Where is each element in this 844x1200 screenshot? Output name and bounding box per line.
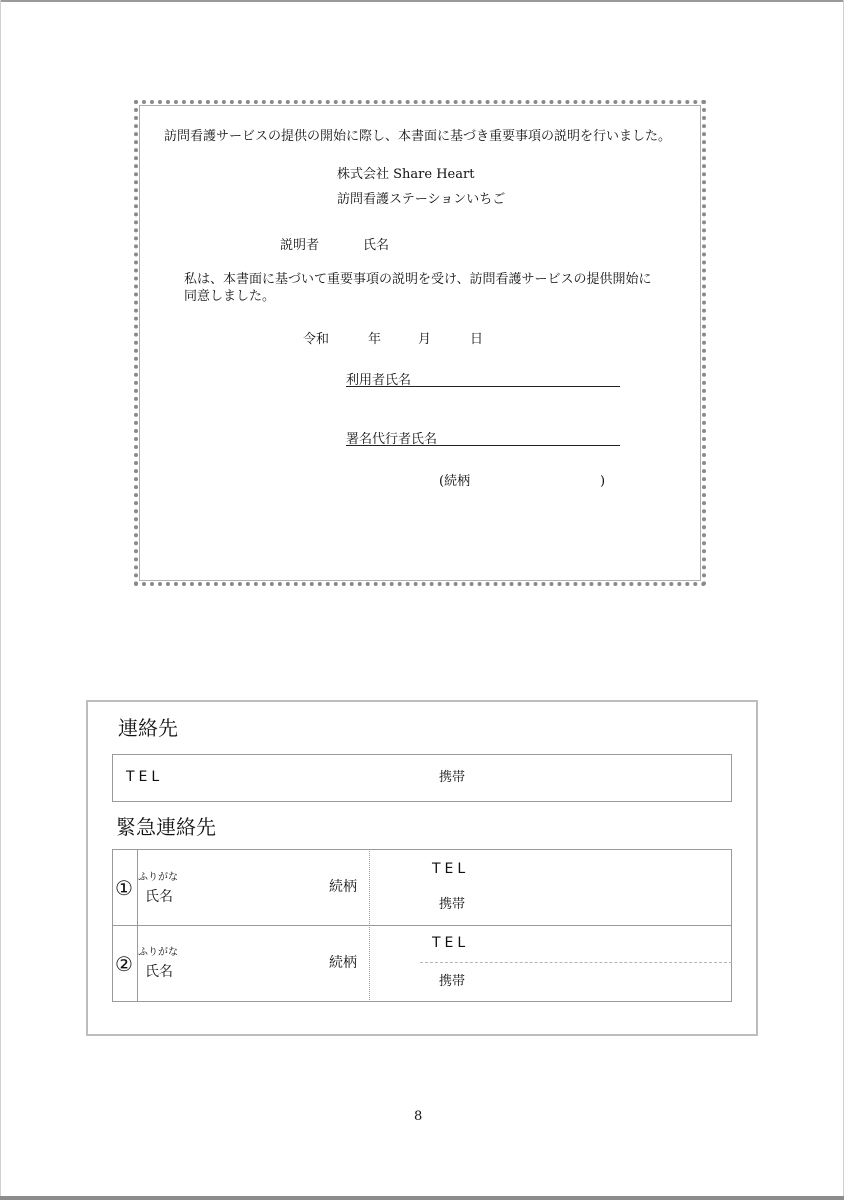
- user-name-field[interactable]: [346, 386, 620, 387]
- row-2-tel-label: TEL: [432, 935, 470, 951]
- row-2-relation-label: 続柄: [329, 955, 357, 971]
- contact-mobile-label: 携帯: [439, 770, 466, 785]
- contact-tel-label: TEL: [126, 769, 164, 785]
- proxy-name-field[interactable]: [346, 445, 620, 446]
- row-1-number: ①: [115, 876, 133, 900]
- row-2-name-label: 氏名: [145, 964, 173, 980]
- emergency-row-divider: [112, 925, 732, 926]
- relation-close: ): [600, 474, 606, 489]
- agreement-line-1: 私は、本書面に基づいて重要事項の説明を受け、訪問看護サービスの提供開始に: [184, 272, 652, 287]
- row-1-relation-label: 続柄: [329, 879, 357, 895]
- company-name: 株式会社 Share Heart: [337, 167, 475, 182]
- relation-column-divider: [369, 849, 370, 1002]
- date-year: 年: [368, 332, 382, 347]
- contact-table[interactable]: [112, 754, 732, 802]
- row-1-name-label: 氏名: [145, 889, 173, 905]
- page-bottom-edge: [0, 1196, 844, 1200]
- row-2-number: ②: [115, 952, 133, 976]
- date-era: 令和: [303, 332, 330, 347]
- agreement-line-2: 同意しました。: [184, 289, 276, 304]
- row-1-tel-label: TEL: [432, 861, 470, 877]
- page-number: 8: [414, 1109, 423, 1124]
- row-1-mobile-label: 携帯: [439, 897, 466, 912]
- page-top-edge: [0, 0, 844, 2]
- date-month: 月: [418, 332, 432, 347]
- relation-open: (続柄: [439, 474, 471, 489]
- explainer-name-label: 氏名: [363, 238, 390, 253]
- row-1-furigana-label: ふりがな: [138, 872, 178, 883]
- row-2-tel-divider: [420, 962, 732, 963]
- date-day: 日: [470, 332, 484, 347]
- emergency-heading: 緊急連絡先: [116, 815, 216, 839]
- row-2-mobile-label: 携帯: [439, 974, 466, 989]
- explainer-label: 説明者: [280, 238, 320, 253]
- user-name-label: 利用者氏名: [346, 373, 412, 388]
- contact-heading: 連絡先: [118, 716, 178, 740]
- station-name: 訪問看護ステーションいちご: [337, 192, 506, 207]
- page-left-edge: [0, 0, 1, 1200]
- proxy-name-label: 署名代行者氏名: [346, 432, 438, 447]
- consent-statement: 訪問看護サービスの提供の開始に際し、本書面に基づき重要事項の説明を行いました。: [164, 129, 672, 144]
- row-2-furigana-label: ふりがな: [138, 947, 178, 958]
